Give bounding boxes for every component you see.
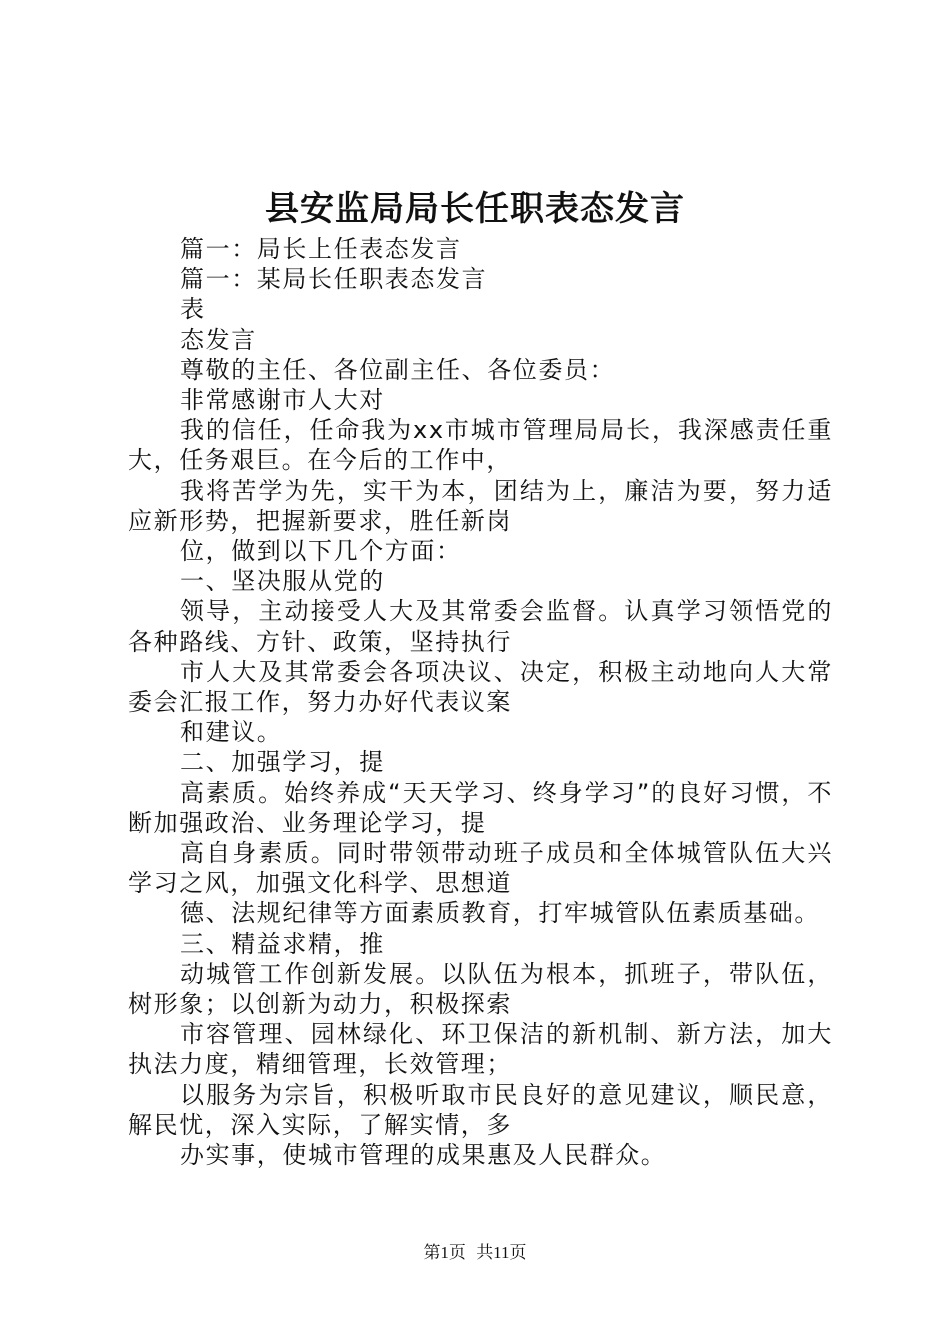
paragraph: 高素质。始终养成“天天学习、终身学习”的良好习惯，不断加强政治、业务理论学习，提 [128, 778, 833, 837]
paragraph: 德、法规纪律等方面素质教育，打牢城管队伍素质基础。 [180, 899, 820, 928]
document-body [128, 234, 833, 1170]
paragraph: 篇一：某局长任职表态发言 [180, 265, 488, 294]
paragraph: 动城管工作创新发展。以队伍为根本，抓班子，带队伍，树形象；以创新为动力，积极探索 [128, 959, 833, 1019]
paragraph: 和建议。 [180, 718, 283, 747]
paragraph: 二、加强学习，提 [180, 748, 385, 777]
paragraph: 我将苦学为先，实干为本，团结为上，廉洁为要，努力适应新形势，把握新要求，胜任新岗 [128, 476, 833, 535]
paragraph: 一、坚决服从党的 [180, 567, 385, 596]
paragraph: 办实事，使城市管理的成果惠及人民群众。 [180, 1141, 667, 1170]
paragraph: 表 [180, 295, 206, 324]
page-number: 第1页 [423, 1243, 466, 1262]
paragraph: 市容管理、园林绿化、环卫保洁的新机制、新方法，加大执法力度，精细管理，长效管理； [128, 1020, 833, 1079]
paragraph: 我的信任，任命我为xx市城市管理局局长，我深感责任重大，任务艰巨。在今后的工作中， [128, 416, 833, 475]
paragraph: 以服务为宗旨，积极听取市民良好的意见建议，顺民意，解民忧，深入实际，了解实情，多 [128, 1080, 833, 1139]
page-total: 共11页 [476, 1243, 527, 1262]
paragraph: 位，做到以下几个方面： [180, 537, 462, 566]
paragraph: 高自身素质。同时带领带动班子成员和全体城管队伍大兴学习之风，加强文化科学、思想道 [128, 839, 833, 898]
paragraph: 篇一：局长上任表态发言 [180, 235, 462, 263]
paragraph: 尊敬的主任、各位副主任、各位委员： [180, 355, 616, 384]
paragraph: 三、精益求精，推 [180, 929, 385, 958]
paragraph: 非常感谢市人大对 [180, 386, 385, 415]
page-footer [0, 1241, 950, 1265]
document-title: 县安监局局长任职表态发言 [265, 189, 685, 229]
paragraph: 领导，主动接受人大及其常委会监督。认真学习领悟党的各种路线、方针、政策，坚持执行 [128, 597, 833, 656]
paragraph: 态发言 [180, 325, 257, 354]
paragraph: 市人大及其常委会各项决议、决定，积极主动地向人大常委会汇报工作，努力办好代表议案 [128, 657, 833, 717]
